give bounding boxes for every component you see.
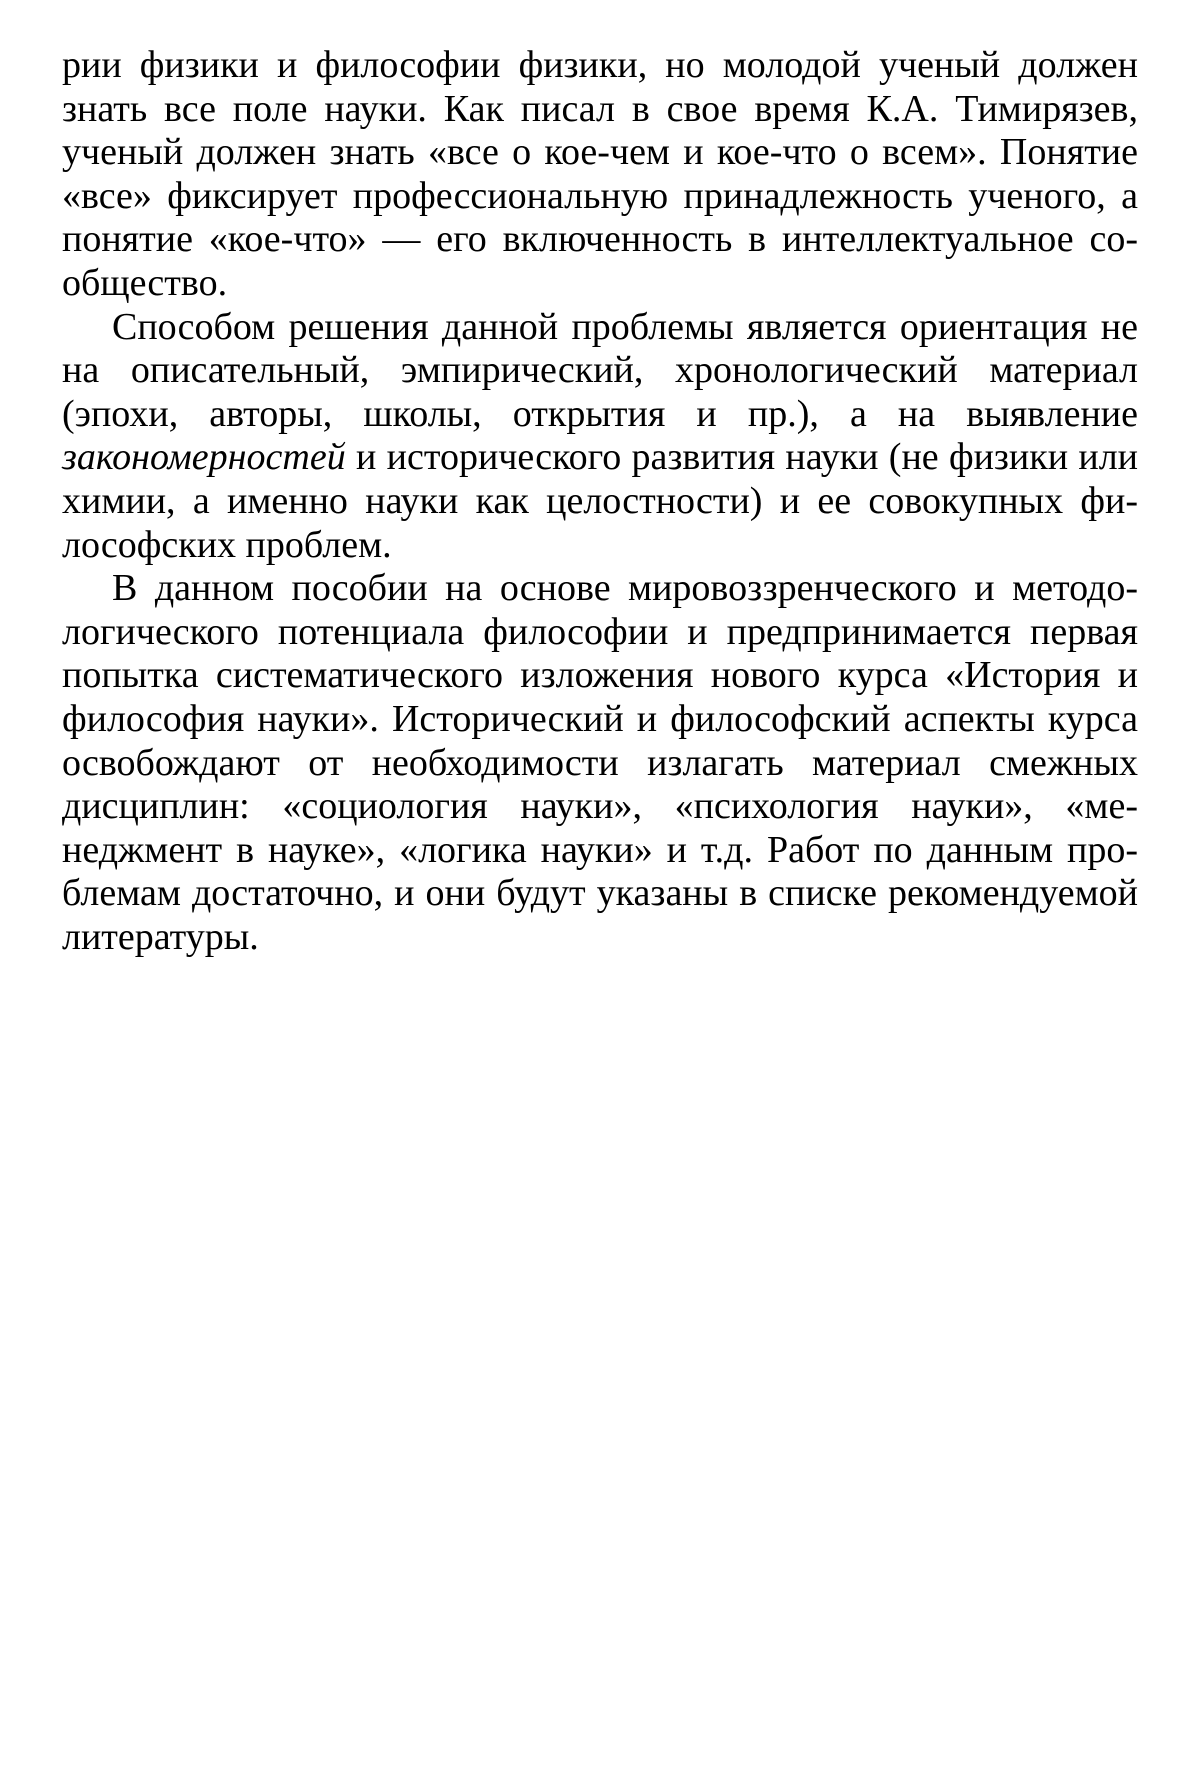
emphasis-regularities: закономерностей [62, 436, 346, 479]
paragraph-method [62, 306, 1138, 568]
paragraph-2-text-end: и исторического развития науки (не физики или химии, а именно науки как целостности) и ее совокупных философских проблем. [62, 436, 1138, 566]
paragraph-1-text: рии физики и философии физики, но молодой ученый должен знать все поле науки. Как писал в свое время К.А. Тимирязев, ученый должен знать «все о кое-чем и кое-что о всем». Понятие «все» фиксирует профессиональную принадлежность ученого, а понятие «кое-что» — его включенность в интеллектуальное сообщество. [62, 44, 1138, 304]
paragraph-continuation [62, 44, 1138, 306]
paragraph-course [62, 567, 1138, 959]
paragraph-3-text: В данном пособии на основе мировоззренческого и методологического потенциала философии и предпринимается первая попытка систематического изложения нового курса «История и философия науки». Исторический и философский аспекты курса освобождают от необходимости излагать материал смежных дисциплин: «социология науки», «психология науки», «менеджмент в науке», «логика науки» и т.д. Работ по данным проблемам достаточно, и они будут указаны в списке рекомендуемой литературы. [62, 567, 1138, 958]
document-page [62, 44, 1138, 959]
paragraph-2-text-start: Способом решения данной проблемы является ориентация не на описательный, эмпирический, хронологический материал (эпохи, авторы, школы, открытия и пр.), а на выявление [62, 305, 1138, 435]
